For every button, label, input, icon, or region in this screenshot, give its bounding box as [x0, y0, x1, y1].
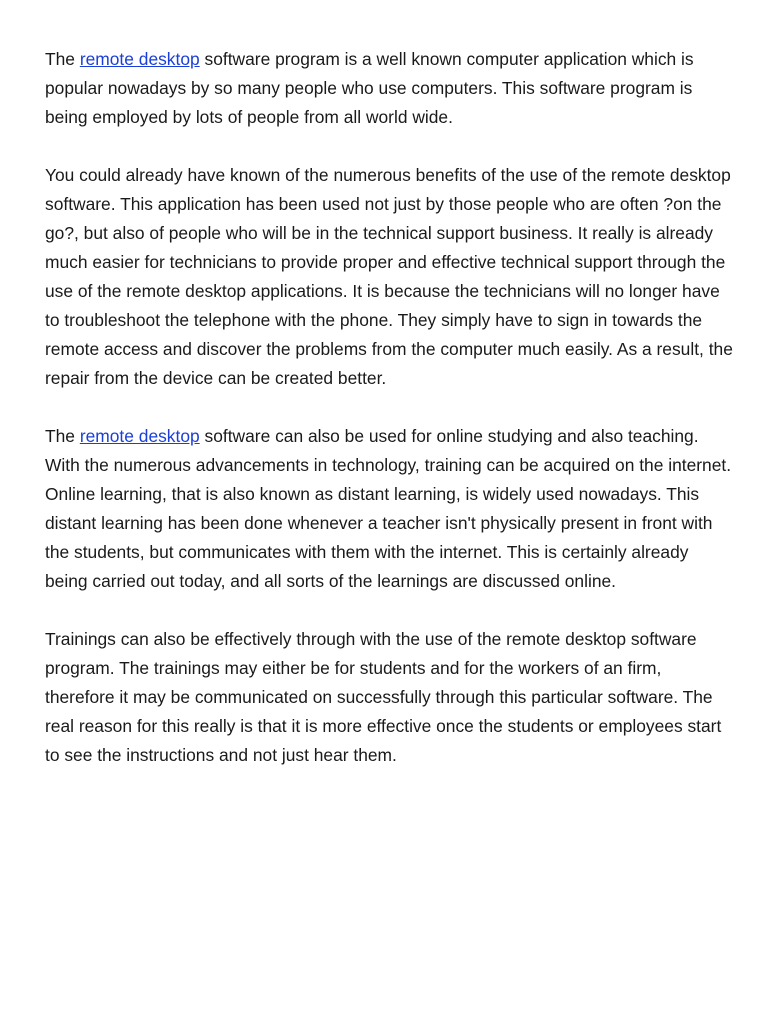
paragraph-3	[45, 422, 735, 596]
paragraph-3-prefix: The	[45, 426, 80, 446]
paragraph-2-text: You could already have known of the numerous benefits of the use of the remote desktop software. This application has been used not just by those people who are often ?on the go?, but also of people who will be in the technical support business. It really is already much easier for technicians to provide proper and effective technical support through the use of the remote desktop applications. It is because the technicians will no longer have to troubleshoot the telephone with the phone. They simply have to sign in towards the remote access and discover the problems from the computer much easily. As a result, the repair from the device can be created better.	[45, 165, 733, 388]
paragraph-1	[45, 45, 735, 132]
paragraph-3-text: software can also be used for online studying and also teaching. With the numerous advancements in technology, training can be acquired on the internet. Online learning, that is also known as distant learning, is widely used nowadays. This distant learning has been done whenever a teacher isn't physically present in front with the students, but communicates with them with the internet. This is certainly already being carried out today, and all sorts of the learnings are discussed online.	[45, 426, 732, 591]
paragraph-4-text: Trainings can also be effectively through with the use of the remote desktop software program. The trainings may either be for students and for the workers of an firm, therefore it may be communicated on successfully through this particular software. The real reason for this really is that it is more effective once the students or employees start to see the instructions and not just hear them.	[45, 629, 722, 765]
paragraph-2	[45, 161, 735, 393]
paragraph-1-text: software program is a well known computer application which is popular nowadays by so many people who use computers. This software program is being employed by lots of people from all world wide.	[45, 49, 694, 127]
remote-desktop-link-1[interactable]: remote desktop	[79, 49, 200, 69]
paragraph-4	[45, 625, 735, 770]
remote-desktop-link-2[interactable]: remote desktop	[79, 426, 200, 446]
document-page	[45, 45, 735, 799]
paragraph-1-prefix: The	[45, 49, 80, 69]
